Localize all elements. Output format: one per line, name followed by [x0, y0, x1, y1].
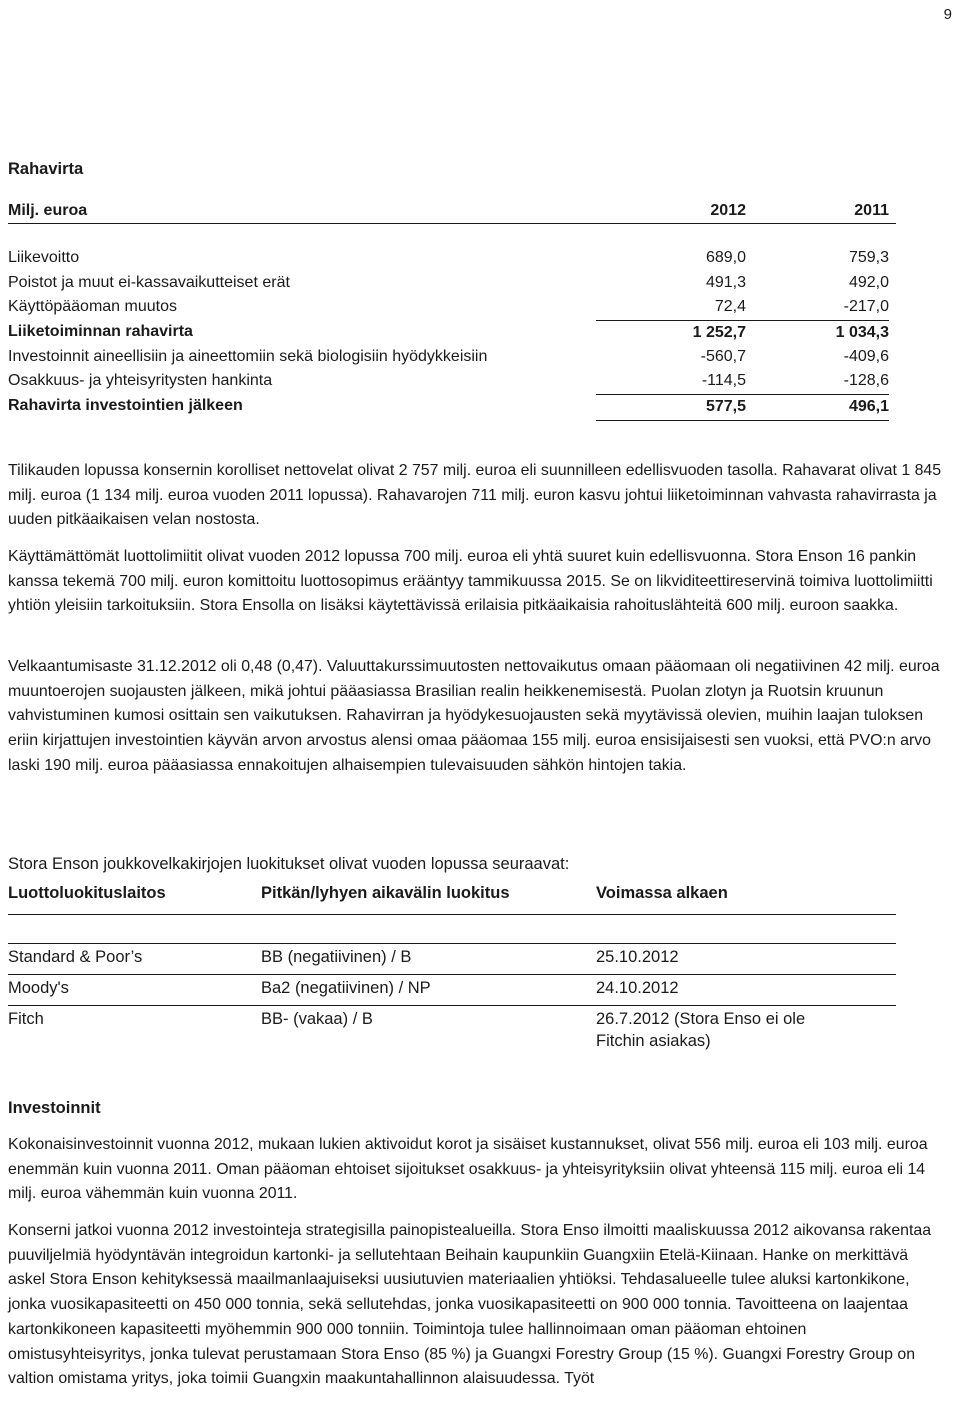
ratings-table — [8, 884, 896, 1062]
column-header-unit: Milj. euroa — [8, 202, 88, 219]
cashflow-title: Rahavirta — [8, 160, 84, 178]
rating-value: BB- (vakaa) / B — [261, 1010, 373, 1028]
column-header-since: Voimassa alkaen — [596, 884, 728, 902]
valid-since: 26.7.2012 (Stora Enso ei ole — [596, 1010, 806, 1028]
cashflow-table — [8, 199, 896, 420]
value-2012: -560,7 — [700, 347, 746, 365]
investments-title: Investoinnit — [8, 1099, 101, 1117]
paragraph-investments-total: Kokonaisinvestoinnit vuonna 2012, mukaan lukien aktivoidut korot ja sisäiset kustannukset, olivat 556 milj. euroa eli 103 milj. euroa enemmän kuin vuonna 2011. Oman pääoman ehtoiset sijoitukset osakkuus- ja yhteisyrityksiin olivat yhteensä 115 milj. euroa eli 14 milj. euroa vähemmän kuin vuonna 2011. — [8, 1136, 928, 1203]
row-label: Poistot ja muut ei-kassavaikutteiset erät — [8, 273, 290, 291]
paragraph-credit-limits: Käyttämättömät luottolimiitit olivat vuoden 2012 lopussa 700 milj. euroa eli yhtä suuret kuin edellisvuonna. Stora Enson 16 pankin kanssa tekemä 700 milj. euron komittoitu luottosopimus erääntyy tammikuussa 2015. Se on likviditeettireservinä toimiva luottolimiitti yhtiön yleisiin tarkoituksiin. Stora Ensolla on lisäksi käytettävissä erilaisia pitkäaikaisia rahoituslähteitä 600 milj. euroon saakka. — [8, 548, 933, 615]
table-row — [8, 271, 896, 296]
column-header-2011: 2011 — [854, 202, 889, 219]
rating-value: Ba2 (negatiivinen) / NP — [261, 979, 431, 997]
paragraph-leverage: Velkaantumisaste 31.12.2012 oli 0,48 (0,47). Valuuttakurssimuutosten nettovaikutus omaan pääomaan oli negatiivinen 42 milj. euroa muuntoerojen suojausten jälkeen, mikä johtui pääasiassa Brasilian realin heikkenemisestä. Puolan zlotyn ja Ruotsin kruunun vahvistuminen kumosi osittain sen vaikutuksen. Rahavirran ja hyödykesuojausten sekä myytävissä olevien, muihin laajan tuloksen eriin kirjattujen investointien käyvän arvon arvostus alensi omaa pääomaa 155 milj. euroa ensisijaisesti sen vuoksi, että PVO:n arvo laski 190 milj. euroa pääasiassa ennakoitujen alhaisempien tulevaisuuden sähkön hintojen takia. — [8, 658, 940, 774]
table-row — [8, 369, 896, 394]
value-2011: 492,0 — [848, 273, 889, 291]
agency-name: Moody's — [8, 979, 69, 997]
page-number: 9 — [943, 6, 952, 23]
value-2011: -217,0 — [843, 298, 889, 316]
table-row — [8, 975, 896, 1006]
value-2011: -128,6 — [843, 372, 889, 390]
value-2011: 496,1 — [739, 394, 889, 421]
row-label: Liikevoitto — [8, 249, 80, 266]
rating-value: BB (negatiivinen) / B — [261, 948, 412, 966]
value-2011: -409,6 — [843, 347, 889, 365]
row-label: Osakkuus- ja yhteisyritysten hankinta — [8, 372, 273, 390]
valid-since: 24.10.2012 — [596, 979, 679, 997]
ratings-header-row — [8, 884, 896, 915]
valid-since: 25.10.2012 — [596, 948, 679, 966]
table-row — [8, 246, 896, 271]
cashflow-header-row — [8, 199, 896, 224]
agency-name: Fitch — [8, 1010, 44, 1028]
table-row-subtotal — [8, 320, 896, 345]
row-label: Rahavirta investointien jälkeen — [8, 397, 243, 415]
value-2012: -114,5 — [701, 372, 746, 390]
value-2012: 689,0 — [705, 249, 746, 266]
column-header-agency: Luottoluokituslaitos — [8, 884, 166, 902]
table-row — [8, 944, 896, 975]
paragraph-net-debt: Tilikauden lopussa konsernin korolliset nettovelat olivat 2 757 milj. euroa eli suunnilleen edellisvuoden tasolla. Rahavarat olivat 1 845 milj. euroa (1 134 milj. euroa vuoden 2011 lopussa). Rahavarojen 711 milj. euron kasvu johtui liiketoiminnan vahvasta rahavirrasta ja uuden pitkäaikaisen velan nostosta. — [8, 462, 942, 529]
table-row — [8, 295, 896, 320]
table-row-total — [8, 394, 896, 420]
column-header-rating: Pitkän/lyhyen aikavälin luokitus — [261, 884, 510, 902]
value-2011: 1 034,3 — [739, 320, 889, 346]
value-2012: 491,3 — [705, 273, 746, 291]
value-2011: 759,3 — [848, 249, 889, 266]
table-row — [8, 1006, 896, 1062]
value-2012: 1 252,7 — [596, 320, 746, 346]
agency-name: Standard & Poor’s — [8, 948, 143, 966]
paragraph-ratings-intro: Stora Enson joukkovelkakirjojen luokitukset olivat vuoden lopussa seuraavat: — [8, 855, 570, 873]
column-header-2012: 2012 — [710, 202, 746, 219]
value-2012: 577,5 — [596, 394, 746, 421]
paragraph-investments-strategy: Konserni jatkoi vuonna 2012 investointeja strategisilla painopistealueilla. Stora Enso ilmoitti maaliskuussa 2012 aikovansa rakentaa puuviljelmiä hyödyntävän integroidun kartonki- ja sellutehtaan Beihain kaupunkiin Guangxiin Etelä-Kiinaan. Hanke on merkittävä askel Stora Enson kehityksessä maailmanlaajuiseksi uusiutuvien materiaalien yhtiöksi. Tehdasalueelle tulee aluksi kartonkikone, jonka vuosikapasiteetti on 450 000 tonnia, sekä sellutehdas, jonka vuosikapasiteetti on 900 000 tonnia. Tavoitteena on laajentaa kartonkikoneen kapasiteetti myöhemmin 900 000 tonniin. Toimintoja tulee hallinnoimaan oman pääoman ehtoinen omistusyhteisyritys, jonka tulevat perustamaan Stora Enso (85 %) ja Guangxi Forestry Group (15 %). Guangxi Forestry Group on valtion omistama yritys, joka toimii Guangxin maakuntahallinnon alaisuudessa. Työt — [8, 1222, 932, 1388]
row-label: Investoinnit aineellisiin ja aineettomiin sekä biologisiin hyödykkeisiin — [8, 347, 488, 365]
value-2012: 72,4 — [714, 298, 746, 316]
table-row — [8, 345, 896, 370]
row-label: Liiketoiminnan rahavirta — [8, 323, 193, 341]
valid-since-note: Fitchin asiakas) — [596, 1032, 711, 1050]
row-label: Käyttöpääoman muutos — [8, 298, 177, 316]
